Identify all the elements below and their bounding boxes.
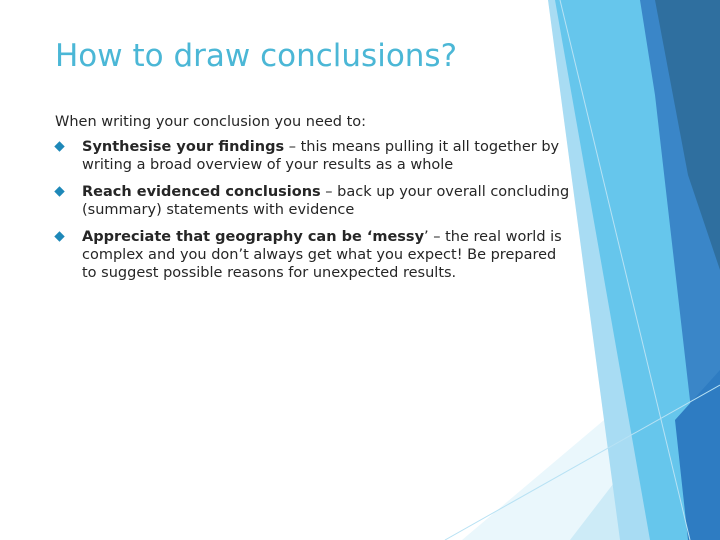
bullet-list	[55, 138, 575, 291]
bullet-bold-text: Reach evidenced conclusions	[82, 184, 321, 200]
bullet-item	[55, 228, 575, 282]
bullet-item	[55, 183, 575, 219]
diamond-bullet-icon	[54, 231, 64, 241]
bullet-body-text: ’ – the real world is complex and you don’t always get what you expect! Be prepared to suggest possible reasons for unexpected results.	[82, 229, 562, 281]
bullet-text	[82, 184, 569, 218]
diamond-bullet-icon	[54, 186, 64, 196]
bullet-body-text: – back up your overall concluding (summary) statements with evidence	[82, 184, 570, 218]
diamond-bullet-icon	[54, 141, 64, 151]
intro-text: When writing your conclusion you need to:	[55, 114, 367, 130]
bullet-body-text: – this means pulling it all together by writing a broad overview of your results as a whole	[82, 139, 560, 173]
bullet-text	[82, 229, 562, 281]
slide-title: How to draw conclusions?	[55, 38, 458, 74]
bullet-text	[82, 139, 559, 173]
bullet-item	[55, 138, 575, 174]
bullet-bold-text: Appreciate that geography can be ‘messy	[82, 229, 425, 245]
bullet-bold-text: Synthesise your findings	[82, 139, 285, 155]
